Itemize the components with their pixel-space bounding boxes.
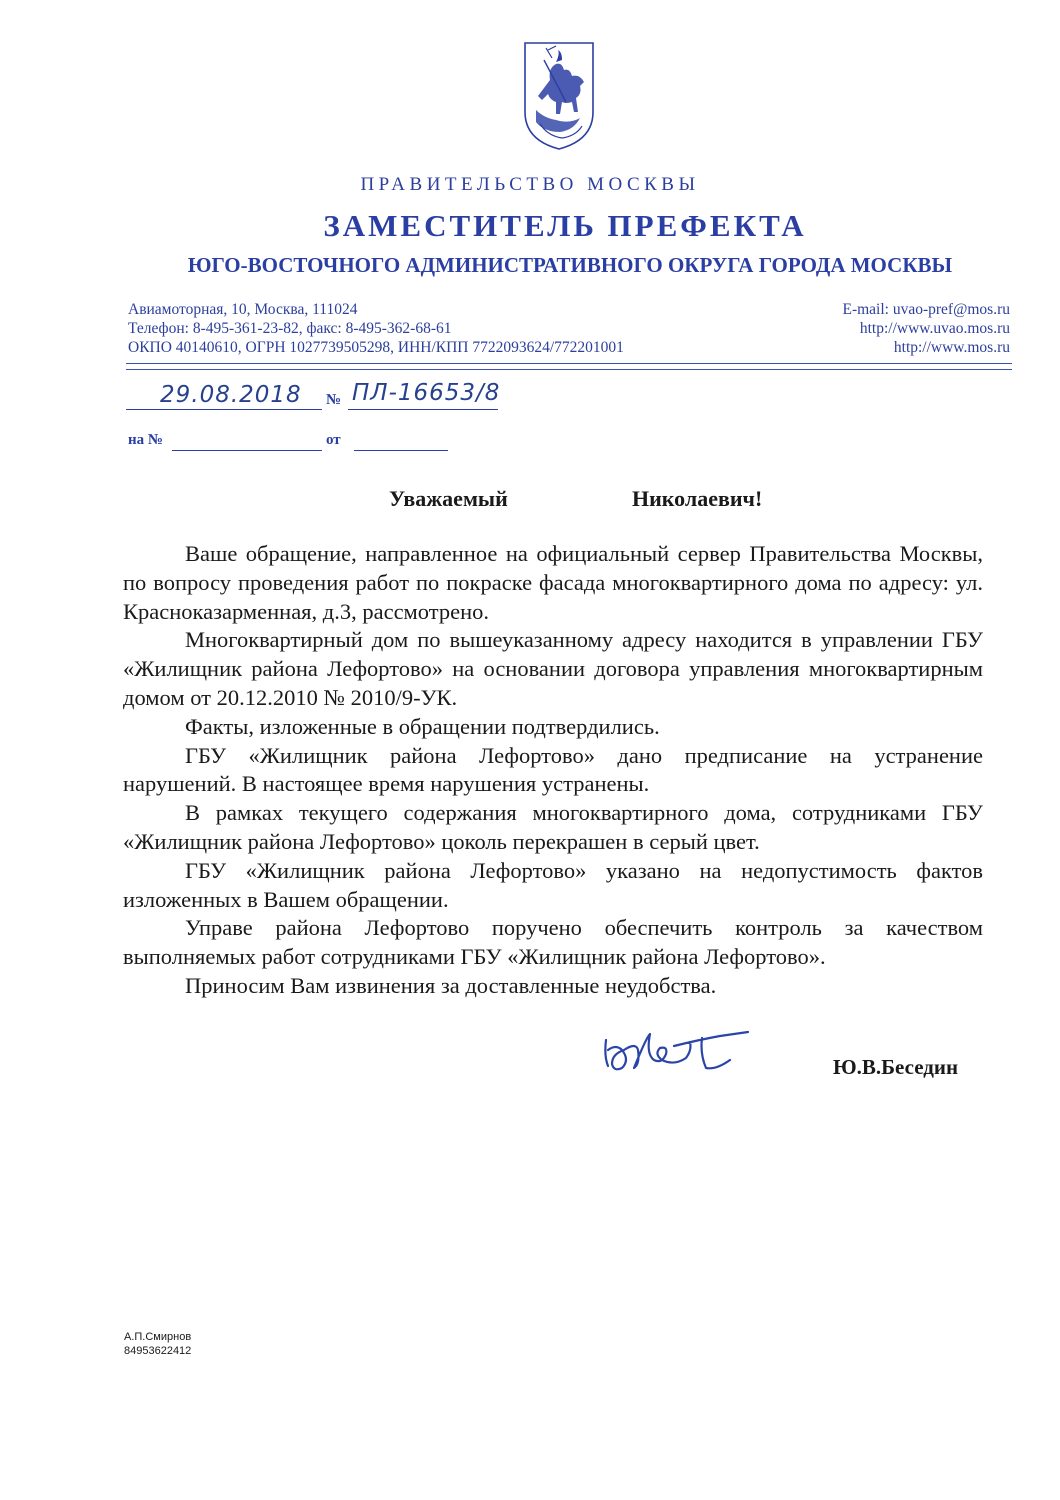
ref-date-label: от <box>326 432 341 448</box>
portal-line: http://www.mos.ru <box>893 339 1010 356</box>
moscow-coat-of-arms-icon <box>522 40 596 152</box>
registration-date: 29.08.2018 <box>160 382 302 408</box>
paragraph: ГБУ «Жилищник района Лефортово» дано предписание на устранение нарушений. В настоящее время нарушения устранены. <box>123 742 983 797</box>
paragraph: ГБУ «Жилищник района Лефортово» указано на недопустимость фактов изложенных в Вашем обращении. <box>123 857 983 912</box>
registration-line <box>126 380 546 412</box>
paragraph: Приносим Вам извинения за доставленные неудобства. <box>185 972 717 998</box>
executor-info <box>124 1330 191 1358</box>
registry-codes-line: ОКПО 40140610, ОГРН 1027739505298, ИНН/КПП 7722093624/772201001 <box>128 339 624 356</box>
ref-number-blank <box>172 450 322 451</box>
salutation-second: Николаевич! <box>632 486 763 511</box>
paragraph: Ваше обращение, направленное на официальный сервер Правительства Москвы, по вопросу проведения работ по покраске фасада многоквартирного дома по адресу: ул. Красноказарменная, д.3, рассмотрено. <box>123 541 983 624</box>
email-line: E-mail: uvao-pref@mos.ru <box>842 301 1010 318</box>
website-line: http://www.uvao.mos.ru <box>859 320 1010 337</box>
contacts-left <box>128 300 624 357</box>
salutation-first: Уважаемый <box>389 486 508 511</box>
ref-date-blank <box>354 450 448 451</box>
paragraph: Многоквартирный дом по вышеуказанному адресу находится в управлении ГБУ «Жилищник района Лефортово» на основании договора управления многоквартирным домом от 20.12.2010 № 2010/9-УК. <box>123 627 983 710</box>
contacts-right <box>842 300 1010 357</box>
handwritten-signature <box>600 1020 752 1082</box>
page-subtitle: ЮГО-ВОСТОЧНОГО АДМИНИСТРАТИВНОГО ОКРУГА ГОРОДА МОСКВЫ <box>187 253 953 277</box>
paragraph: Факты, изложенные в обращении подтвердились. <box>185 713 660 739</box>
paragraph: Управе района Лефортово поручено обеспечить контроль за качеством выполняемых работ сотрудниками ГБУ «Жилищник района Лефортово». <box>123 915 983 970</box>
header-divider <box>126 363 1012 370</box>
number-label: № <box>326 392 342 408</box>
executor-name: А.П.Смирнов <box>124 1331 192 1343</box>
address-line: Авиамоторная, 10, Москва, 111024 <box>128 301 358 318</box>
number-underline <box>348 409 498 410</box>
date-underline <box>126 409 322 410</box>
phone-line: Телефон: 8-495-361-23-82, факс: 8-495-362-68-61 <box>128 320 452 337</box>
executor-phone: 84953622412 <box>124 1345 192 1357</box>
government-name: ПРАВИТЕЛЬСТВО МОСКВЫ <box>360 174 700 195</box>
page-title: ЗАМЕСТИТЕЛЬ ПРЕФЕКТА <box>323 208 807 243</box>
letter-body <box>123 540 983 1001</box>
registration-number: ПЛ-16653/8 <box>352 380 501 406</box>
signer-name: Ю.В.Беседин <box>833 1055 959 1079</box>
reference-line <box>128 432 468 454</box>
ref-number-label: на № <box>128 432 163 448</box>
paragraph: В рамках текущего содержания многоквартирного дома, сотрудниками ГБУ «Жилищник района Лефортово» цоколь перекрашен в серый цвет. <box>123 800 983 854</box>
